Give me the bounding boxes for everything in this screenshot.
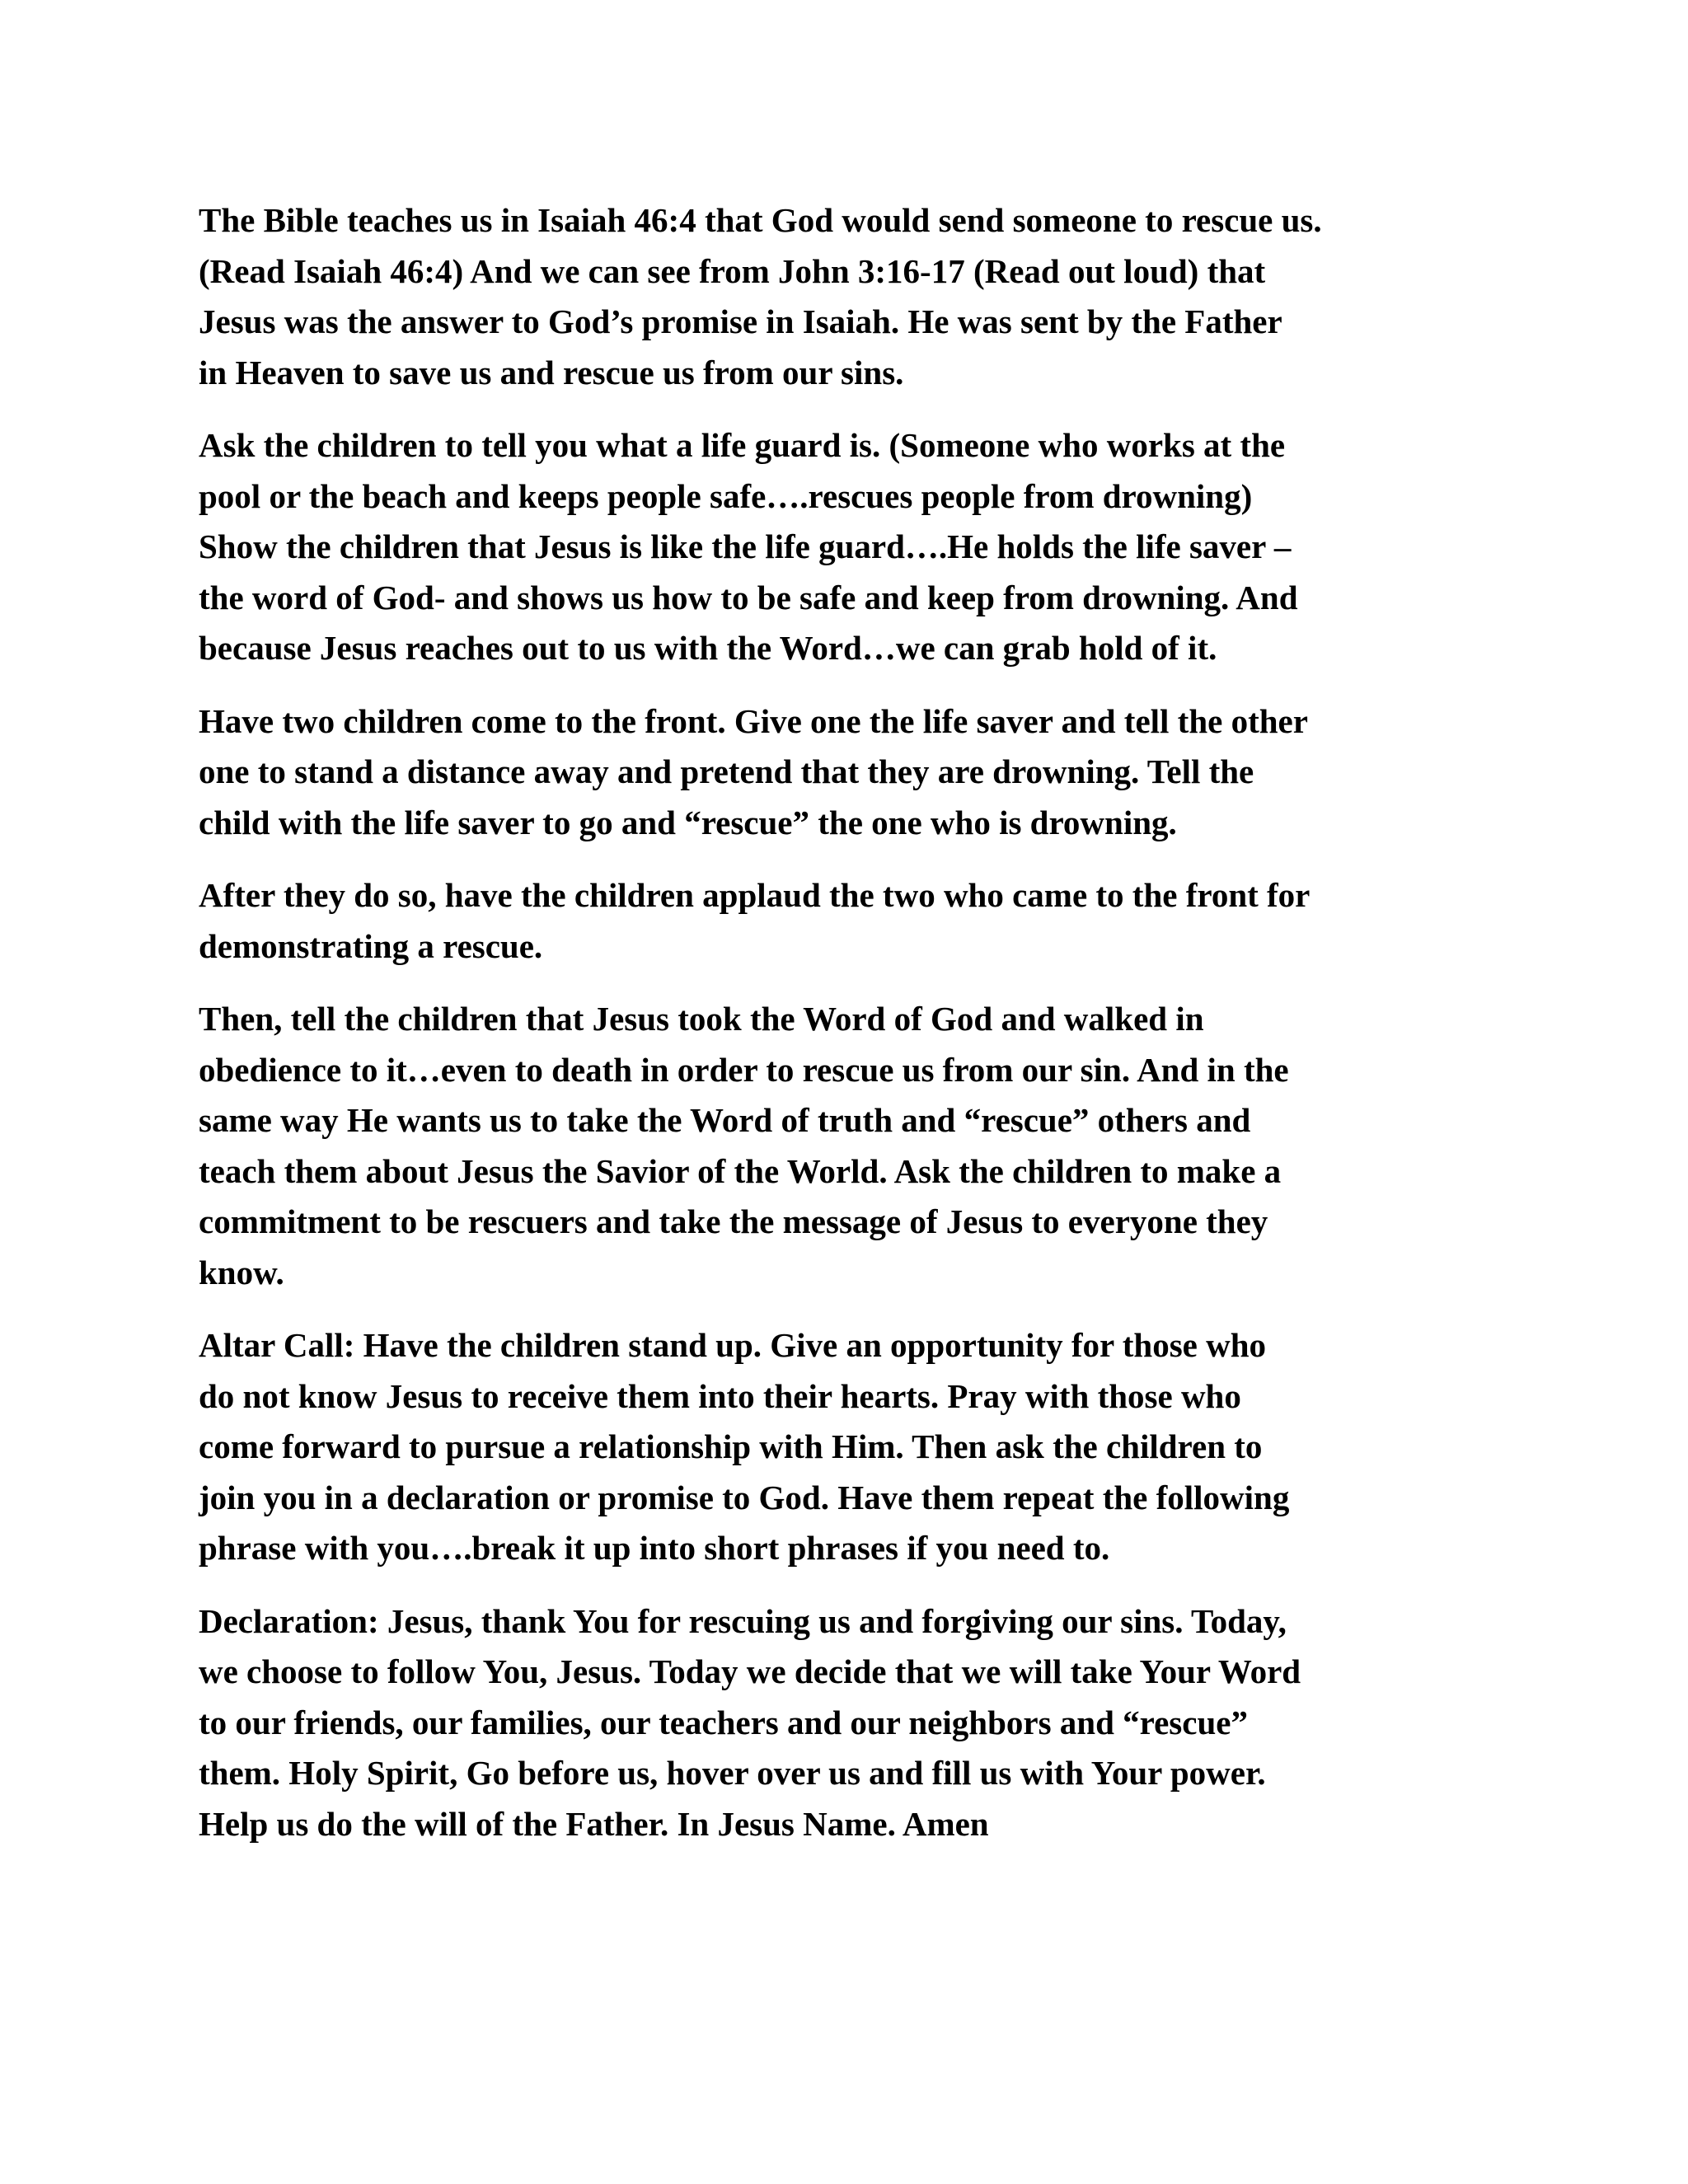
text-line: them. Holy Spirit, Go before us, hover over us and fill us with Your power. — [199, 1754, 1266, 1792]
text-line: same way He wants us to take the Word of truth and “rescue” others and — [199, 1101, 1251, 1139]
text-line: because Jesus reaches out to us with the Word…we can grab hold of it. — [199, 629, 1217, 667]
paragraph-applause — [199, 870, 1501, 972]
text-line: Altar Call: Have the children stand up. Give an opportunity for those who — [199, 1326, 1267, 1364]
text-line: (Read Isaiah 46:4) And we can see from John 3:16-17 (Read out loud) that — [199, 251, 1266, 290]
text-line: Declaration: Jesus, thank You for rescuing us and forgiving our sins. Today, — [199, 1601, 1287, 1640]
paragraph-declaration — [199, 1596, 1501, 1850]
paragraph-life-guard — [199, 420, 1501, 674]
paragraph-demonstration — [199, 696, 1501, 849]
text-line: Then, tell the children that Jesus took the Word of God and walked in — [199, 1000, 1204, 1038]
text-line: After they do so, have the children applaud the two who came to the front for — [199, 876, 1311, 914]
text-line: The Bible teaches us in Isaiah 46:4 that God would send someone to rescue us. — [199, 201, 1322, 239]
text-line: Jesus was the answer to God’s promise in Isaiah. He was sent by the Father — [199, 302, 1282, 340]
text-line: demonstrating a rescue. — [199, 926, 543, 965]
text-line: Ask the children to tell you what a life guard is. (Someone who works at the — [199, 426, 1286, 464]
text-line: know. — [199, 1253, 284, 1291]
text-line: to our friends, our families, our teachers and our neighbors and “rescue” — [199, 1703, 1248, 1741]
text-line: one to stand a distance away and pretend that they are drowning. Tell the — [199, 752, 1254, 790]
text-line: child with the life saver to go and “rescue” the one who is drowning. — [199, 803, 1177, 841]
text-line: obedience to it…even to death in order to rescue us from our sin. And in the — [199, 1050, 1289, 1089]
document-body — [199, 195, 1501, 1849]
text-line: in Heaven to save us and rescue us from our sins. — [199, 353, 904, 391]
text-line: the word of God- and shows us how to be safe and keep from drowning. And — [199, 578, 1298, 616]
paragraph-isaiah-promise — [199, 195, 1501, 398]
text-line: commitment to be rescuers and take the message of Jesus to everyone they — [199, 1202, 1268, 1240]
text-line: pool or the beach and keeps people safe….rescues people from drowning) — [199, 476, 1253, 515]
text-line: Have two children come to the front. Give one the life saver and tell the other — [199, 701, 1308, 740]
text-line: teach them about Jesus the Savior of the World. Ask the children to make a — [199, 1151, 1282, 1190]
text-line: join you in a declaration or promise to God. Have them repeat the following — [199, 1478, 1290, 1516]
text-line: do not know Jesus to receive them into their hearts. Pray with those who — [199, 1376, 1241, 1415]
paragraph-rescuers-commitment — [199, 994, 1501, 1298]
paragraph-altar-call — [199, 1320, 1501, 1574]
text-line: Show the children that Jesus is like the life guard….He holds the life saver – — [199, 527, 1292, 565]
text-line: come forward to pursue a relationship with Him. Then ask the children to — [199, 1427, 1263, 1465]
text-line: Help us do the will of the Father. In Jesus Name. Amen — [199, 1804, 989, 1843]
text-line: we choose to follow You, Jesus. Today we decide that we will take Your Word — [199, 1652, 1301, 1690]
text-line: phrase with you….break it up into short phrases if you need to. — [199, 1529, 1110, 1567]
